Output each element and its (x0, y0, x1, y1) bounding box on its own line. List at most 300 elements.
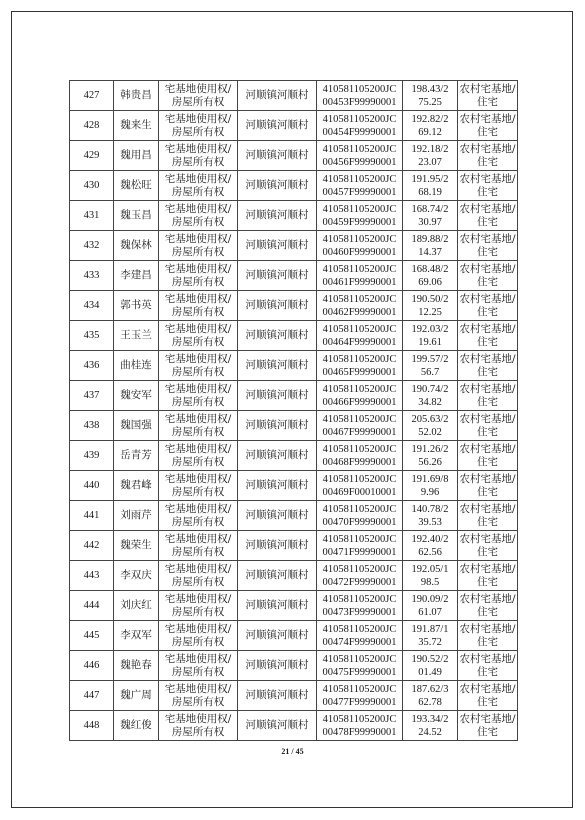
land-use-line: 住宅 (477, 125, 498, 138)
owner-name-cell: 魏松旺 (114, 171, 159, 201)
land-use-line: 农村宅基地/ (459, 712, 516, 725)
area-line: 69.06 (418, 276, 442, 288)
land-use-line: 农村宅基地/ (459, 142, 516, 155)
owner-name-cell: 魏君峰 (114, 471, 159, 501)
row-number-cell: 428 (70, 111, 114, 141)
area-line: 192.03/2 (411, 323, 449, 335)
land-use-cell (458, 381, 518, 411)
right-type-cell (159, 621, 238, 651)
land-use-cell (458, 621, 518, 651)
right-type-cell (159, 471, 238, 501)
parcel-code-line: 410581105200JC (322, 623, 397, 635)
land-use-line: 农村宅基地/ (459, 292, 516, 305)
table-row (70, 141, 518, 171)
right-type-line: 房屋所有权 (171, 575, 225, 588)
land-use-line: 住宅 (477, 275, 498, 288)
parcel-code-cell (317, 531, 403, 561)
land-use-cell (458, 141, 518, 171)
location-cell: 河顺镇河顺村 (238, 351, 317, 381)
area-line: 23.07 (418, 156, 442, 168)
right-type-cell (159, 231, 238, 261)
right-type-cell (159, 501, 238, 531)
row-number-cell: 441 (70, 501, 114, 531)
land-use-cell (458, 651, 518, 681)
land-use-line: 住宅 (477, 605, 498, 618)
area-cell (403, 351, 458, 381)
right-type-line: 宅基地使用权/ (164, 322, 232, 335)
parcel-code-line: 00471F99990001 (322, 546, 397, 558)
area-line: 12.25 (418, 306, 442, 318)
area-line: 193.34/2 (411, 713, 449, 725)
table-row (70, 711, 518, 741)
land-use-cell (458, 111, 518, 141)
land-use-cell (458, 531, 518, 561)
table-row (70, 471, 518, 501)
parcel-code-line: 410581105200JC (322, 443, 397, 455)
owner-name-cell: 李双庆 (114, 561, 159, 591)
parcel-code-line: 410581105200JC (322, 233, 397, 245)
right-type-cell (159, 291, 238, 321)
right-type-cell (159, 411, 238, 441)
right-type-line: 房屋所有权 (171, 725, 225, 738)
area-cell (403, 81, 458, 111)
parcel-code-cell (317, 141, 403, 171)
land-use-cell (458, 261, 518, 291)
land-use-line: 农村宅基地/ (459, 322, 516, 335)
land-use-cell (458, 591, 518, 621)
right-type-line: 宅基地使用权/ (164, 112, 232, 125)
location-cell: 河顺镇河顺村 (238, 501, 317, 531)
right-type-line: 宅基地使用权/ (164, 292, 232, 305)
table-row (70, 591, 518, 621)
right-type-line: 房屋所有权 (171, 95, 225, 108)
row-number-cell: 433 (70, 261, 114, 291)
area-line: 56.26 (418, 456, 442, 468)
parcel-code-cell (317, 201, 403, 231)
parcel-code-line: 410581105200JC (322, 113, 397, 125)
area-line: 190.09/2 (411, 593, 449, 605)
parcel-code-line: 00475F99990001 (322, 666, 397, 678)
table-row (70, 201, 518, 231)
location-cell: 河顺镇河顺村 (238, 441, 317, 471)
parcel-code-cell (317, 591, 403, 621)
area-line: 39.53 (418, 516, 442, 528)
area-line: 192.05/1 (411, 563, 449, 575)
parcel-code-line: 00457F99990001 (322, 186, 397, 198)
land-use-line: 农村宅基地/ (459, 352, 516, 365)
land-use-cell (458, 81, 518, 111)
area-cell (403, 291, 458, 321)
land-use-line: 住宅 (477, 365, 498, 378)
parcel-code-cell (317, 681, 403, 711)
right-type-line: 房屋所有权 (171, 635, 225, 648)
table-row (70, 441, 518, 471)
right-type-line: 宅基地使用权/ (164, 652, 232, 665)
right-type-line: 宅基地使用权/ (164, 382, 232, 395)
parcel-code-line: 00469F00010001 (322, 486, 397, 498)
owner-name-cell: 魏国强 (114, 411, 159, 441)
location-cell: 河顺镇河顺村 (238, 411, 317, 441)
land-use-cell (458, 171, 518, 201)
row-number-cell: 438 (70, 411, 114, 441)
right-type-line: 房屋所有权 (171, 605, 225, 618)
row-number-cell: 447 (70, 681, 114, 711)
area-line: 24.52 (418, 726, 442, 738)
land-use-line: 农村宅基地/ (459, 442, 516, 455)
land-use-line: 农村宅基地/ (459, 592, 516, 605)
area-line: 68.19 (418, 186, 442, 198)
owner-name-cell: 魏玉昌 (114, 201, 159, 231)
right-type-line: 宅基地使用权/ (164, 142, 232, 155)
right-type-line: 宅基地使用权/ (164, 202, 232, 215)
right-type-cell (159, 591, 238, 621)
row-number-cell: 446 (70, 651, 114, 681)
area-line: 168.48/2 (411, 263, 449, 275)
parcel-code-cell (317, 351, 403, 381)
location-cell: 河顺镇河顺村 (238, 321, 317, 351)
row-number-cell: 442 (70, 531, 114, 561)
area-line: 192.18/2 (411, 143, 449, 155)
location-cell: 河顺镇河顺村 (238, 231, 317, 261)
right-type-cell (159, 321, 238, 351)
land-use-cell (458, 501, 518, 531)
right-type-line: 宅基地使用权/ (164, 682, 232, 695)
area-line: 52.02 (418, 426, 442, 438)
parcel-code-line: 00474F99990001 (322, 636, 397, 648)
owner-name-cell: 王玉兰 (114, 321, 159, 351)
owner-name-cell: 韩贵昌 (114, 81, 159, 111)
area-cell (403, 681, 458, 711)
right-type-cell (159, 261, 238, 291)
land-use-cell (458, 351, 518, 381)
area-line: 192.40/2 (411, 533, 449, 545)
land-use-line: 农村宅基地/ (459, 232, 516, 245)
right-type-cell (159, 681, 238, 711)
page-number: 21 / 45 (281, 747, 304, 756)
right-type-line: 房屋所有权 (171, 215, 225, 228)
table-row (70, 171, 518, 201)
parcel-code-line: 00460F99990001 (322, 246, 397, 258)
location-cell: 河顺镇河顺村 (238, 591, 317, 621)
land-use-line: 农村宅基地/ (459, 412, 516, 425)
land-use-line: 住宅 (477, 575, 498, 588)
area-cell (403, 561, 458, 591)
area-line: 191.26/2 (411, 443, 449, 455)
right-type-cell (159, 201, 238, 231)
parcel-code-line: 00470F99990001 (322, 516, 397, 528)
area-line: 191.87/1 (411, 623, 449, 635)
land-use-line: 住宅 (477, 665, 498, 678)
right-type-line: 宅基地使用权/ (164, 172, 232, 185)
owner-name-cell: 郭书英 (114, 291, 159, 321)
owner-name-cell: 魏艳春 (114, 651, 159, 681)
area-line: 192.82/2 (411, 113, 449, 125)
land-use-line: 住宅 (477, 635, 498, 648)
right-type-line: 房屋所有权 (171, 305, 225, 318)
land-use-cell (458, 411, 518, 441)
right-type-line: 房屋所有权 (171, 485, 225, 498)
right-type-cell (159, 351, 238, 381)
land-use-line: 农村宅基地/ (459, 652, 516, 665)
parcel-code-line: 410581105200JC (322, 173, 397, 185)
parcel-code-cell (317, 651, 403, 681)
table-row (70, 531, 518, 561)
parcel-code-line: 410581105200JC (322, 323, 397, 335)
owner-name-cell: 魏来生 (114, 111, 159, 141)
area-cell (403, 171, 458, 201)
area-line: 62.56 (418, 546, 442, 558)
land-use-cell (458, 291, 518, 321)
location-cell: 河顺镇河顺村 (238, 561, 317, 591)
table-row (70, 501, 518, 531)
right-type-line: 房屋所有权 (171, 455, 225, 468)
area-line: 189.88/2 (411, 233, 449, 245)
land-use-line: 住宅 (477, 305, 498, 318)
area-cell (403, 381, 458, 411)
table-row (70, 411, 518, 441)
parcel-code-line: 410581105200JC (322, 503, 397, 515)
owner-name-cell: 李双军 (114, 621, 159, 651)
parcel-code-cell (317, 411, 403, 441)
location-cell: 河顺镇河顺村 (238, 651, 317, 681)
area-cell (403, 591, 458, 621)
area-line: 69.12 (418, 126, 442, 138)
area-line: 19.61 (418, 336, 442, 348)
land-use-cell (458, 201, 518, 231)
right-type-line: 房屋所有权 (171, 185, 225, 198)
area-cell (403, 411, 458, 441)
parcel-code-cell (317, 381, 403, 411)
owner-name-cell: 魏保林 (114, 231, 159, 261)
parcel-code-line: 00472F99990001 (322, 576, 397, 588)
right-type-line: 宅基地使用权/ (164, 352, 232, 365)
table-row (70, 111, 518, 141)
area-line: 199.57/2 (411, 353, 449, 365)
right-type-cell (159, 81, 238, 111)
area-cell (403, 471, 458, 501)
owner-name-cell: 刘庆红 (114, 591, 159, 621)
area-cell (403, 501, 458, 531)
area-cell (403, 711, 458, 741)
parcel-code-line: 410581105200JC (322, 683, 397, 695)
parcel-code-line: 410581105200JC (322, 353, 397, 365)
area-line: 190.52/2 (411, 653, 449, 665)
parcel-code-cell (317, 81, 403, 111)
owner-name-cell: 刘雨芹 (114, 501, 159, 531)
parcel-code-line: 00453F99990001 (322, 96, 397, 108)
right-type-line: 宅基地使用权/ (164, 442, 232, 455)
row-number-cell: 429 (70, 141, 114, 171)
parcel-code-line: 00465F99990001 (322, 366, 397, 378)
land-use-line: 住宅 (477, 335, 498, 348)
location-cell: 河顺镇河顺村 (238, 681, 317, 711)
parcel-code-line: 410581105200JC (322, 473, 397, 485)
area-line: 140.78/2 (411, 503, 449, 515)
land-use-cell (458, 441, 518, 471)
parcel-code-line: 00477F99990001 (322, 696, 397, 708)
land-use-line: 农村宅基地/ (459, 532, 516, 545)
right-type-line: 房屋所有权 (171, 275, 225, 288)
parcel-code-cell (317, 441, 403, 471)
location-cell: 河顺镇河顺村 (238, 621, 317, 651)
right-type-line: 宅基地使用权/ (164, 262, 232, 275)
location-cell: 河顺镇河顺村 (238, 291, 317, 321)
parcel-code-line: 00462F99990001 (322, 306, 397, 318)
land-use-cell (458, 561, 518, 591)
area-cell (403, 261, 458, 291)
area-line: 34.82 (418, 396, 442, 408)
land-use-line: 住宅 (477, 515, 498, 528)
area-line: 61.07 (418, 606, 442, 618)
area-cell (403, 531, 458, 561)
land-use-cell (458, 711, 518, 741)
land-use-line: 农村宅基地/ (459, 472, 516, 485)
right-type-cell (159, 141, 238, 171)
table-row (70, 81, 518, 111)
area-line: 01.49 (418, 666, 442, 678)
area-line: 190.74/2 (411, 383, 449, 395)
location-cell: 河顺镇河顺村 (238, 711, 317, 741)
table-row (70, 351, 518, 381)
right-type-line: 房屋所有权 (171, 365, 225, 378)
owner-name-cell: 魏荣生 (114, 531, 159, 561)
area-cell (403, 231, 458, 261)
right-type-line: 宅基地使用权/ (164, 232, 232, 245)
parcel-code-cell (317, 561, 403, 591)
area-cell (403, 141, 458, 171)
right-type-line: 宅基地使用权/ (164, 712, 232, 725)
land-use-cell (458, 471, 518, 501)
owner-name-cell: 李建昌 (114, 261, 159, 291)
land-use-line: 农村宅基地/ (459, 262, 516, 275)
row-number-cell: 444 (70, 591, 114, 621)
land-use-line: 住宅 (477, 245, 498, 258)
table-row (70, 231, 518, 261)
area-line: 35.72 (418, 636, 442, 648)
land-use-line: 农村宅基地/ (459, 112, 516, 125)
parcel-code-line: 410581105200JC (322, 383, 397, 395)
row-number-cell: 445 (70, 621, 114, 651)
area-cell (403, 111, 458, 141)
area-line: 62.78 (418, 696, 442, 708)
parcel-code-cell (317, 711, 403, 741)
location-cell: 河顺镇河顺村 (238, 381, 317, 411)
land-use-cell (458, 681, 518, 711)
area-line: 14.37 (418, 246, 442, 258)
right-type-line: 房屋所有权 (171, 515, 225, 528)
table-row (70, 651, 518, 681)
area-cell (403, 441, 458, 471)
right-type-cell (159, 561, 238, 591)
right-type-cell (159, 111, 238, 141)
land-use-line: 农村宅基地/ (459, 682, 516, 695)
row-number-cell: 434 (70, 291, 114, 321)
location-cell: 河顺镇河顺村 (238, 81, 317, 111)
parcel-code-cell (317, 111, 403, 141)
right-type-line: 宅基地使用权/ (164, 562, 232, 575)
table-row (70, 381, 518, 411)
right-type-line: 房屋所有权 (171, 545, 225, 558)
right-type-cell (159, 531, 238, 561)
row-number-cell: 436 (70, 351, 114, 381)
area-line: 187.62/3 (411, 683, 449, 695)
parcel-code-cell (317, 231, 403, 261)
parcel-code-cell (317, 261, 403, 291)
right-type-cell (159, 711, 238, 741)
right-type-line: 宅基地使用权/ (164, 622, 232, 635)
row-number-cell: 431 (70, 201, 114, 231)
right-type-cell (159, 651, 238, 681)
land-use-line: 住宅 (477, 485, 498, 498)
parcel-code-cell (317, 321, 403, 351)
land-use-line: 住宅 (477, 455, 498, 468)
land-use-line: 住宅 (477, 695, 498, 708)
parcel-code-line: 410581105200JC (322, 533, 397, 545)
owner-name-cell: 魏安军 (114, 381, 159, 411)
land-use-line: 住宅 (477, 155, 498, 168)
area-cell (403, 321, 458, 351)
area-cell (403, 621, 458, 651)
land-use-line: 住宅 (477, 725, 498, 738)
parcel-code-line: 00473F99990001 (322, 606, 397, 618)
right-type-line: 宅基地使用权/ (164, 502, 232, 515)
table-row (70, 621, 518, 651)
right-type-line: 房屋所有权 (171, 245, 225, 258)
area-cell (403, 201, 458, 231)
land-use-line: 农村宅基地/ (459, 562, 516, 575)
row-number-cell: 443 (70, 561, 114, 591)
row-number-cell: 430 (70, 171, 114, 201)
area-line: 191.69/8 (411, 473, 449, 485)
right-type-line: 宅基地使用权/ (164, 82, 232, 95)
land-use-cell (458, 231, 518, 261)
land-use-line: 农村宅基地/ (459, 202, 516, 215)
row-number-cell: 435 (70, 321, 114, 351)
parcel-code-cell (317, 291, 403, 321)
land-use-cell (458, 321, 518, 351)
location-cell: 河顺镇河顺村 (238, 111, 317, 141)
right-type-line: 房屋所有权 (171, 665, 225, 678)
parcel-code-cell (317, 621, 403, 651)
right-type-line: 房屋所有权 (171, 695, 225, 708)
area-line: 168.74/2 (411, 203, 449, 215)
location-cell: 河顺镇河顺村 (238, 261, 317, 291)
area-line: 98.5 (420, 576, 440, 588)
owner-name-cell: 魏红俊 (114, 711, 159, 741)
right-type-cell (159, 381, 238, 411)
location-cell: 河顺镇河顺村 (238, 141, 317, 171)
parcel-code-line: 410581105200JC (322, 143, 397, 155)
area-line: 198.43/2 (411, 83, 449, 95)
row-number-cell: 427 (70, 81, 114, 111)
parcel-code-line: 00454F99990001 (322, 126, 397, 138)
area-line: 9.96 (420, 486, 440, 498)
owner-name-cell: 魏用昌 (114, 141, 159, 171)
row-number-cell: 448 (70, 711, 114, 741)
location-cell: 河顺镇河顺村 (238, 171, 317, 201)
row-number-cell: 432 (70, 231, 114, 261)
land-use-line: 住宅 (477, 215, 498, 228)
parcel-code-line: 410581105200JC (322, 653, 397, 665)
area-line: 190.50/2 (411, 293, 449, 305)
land-use-line: 农村宅基地/ (459, 622, 516, 635)
parcel-code-line: 410581105200JC (322, 263, 397, 275)
location-cell: 河顺镇河顺村 (238, 471, 317, 501)
row-number-cell: 440 (70, 471, 114, 501)
parcel-code-line: 00466F99990001 (322, 396, 397, 408)
land-use-line: 农村宅基地/ (459, 172, 516, 185)
land-use-line: 住宅 (477, 545, 498, 558)
